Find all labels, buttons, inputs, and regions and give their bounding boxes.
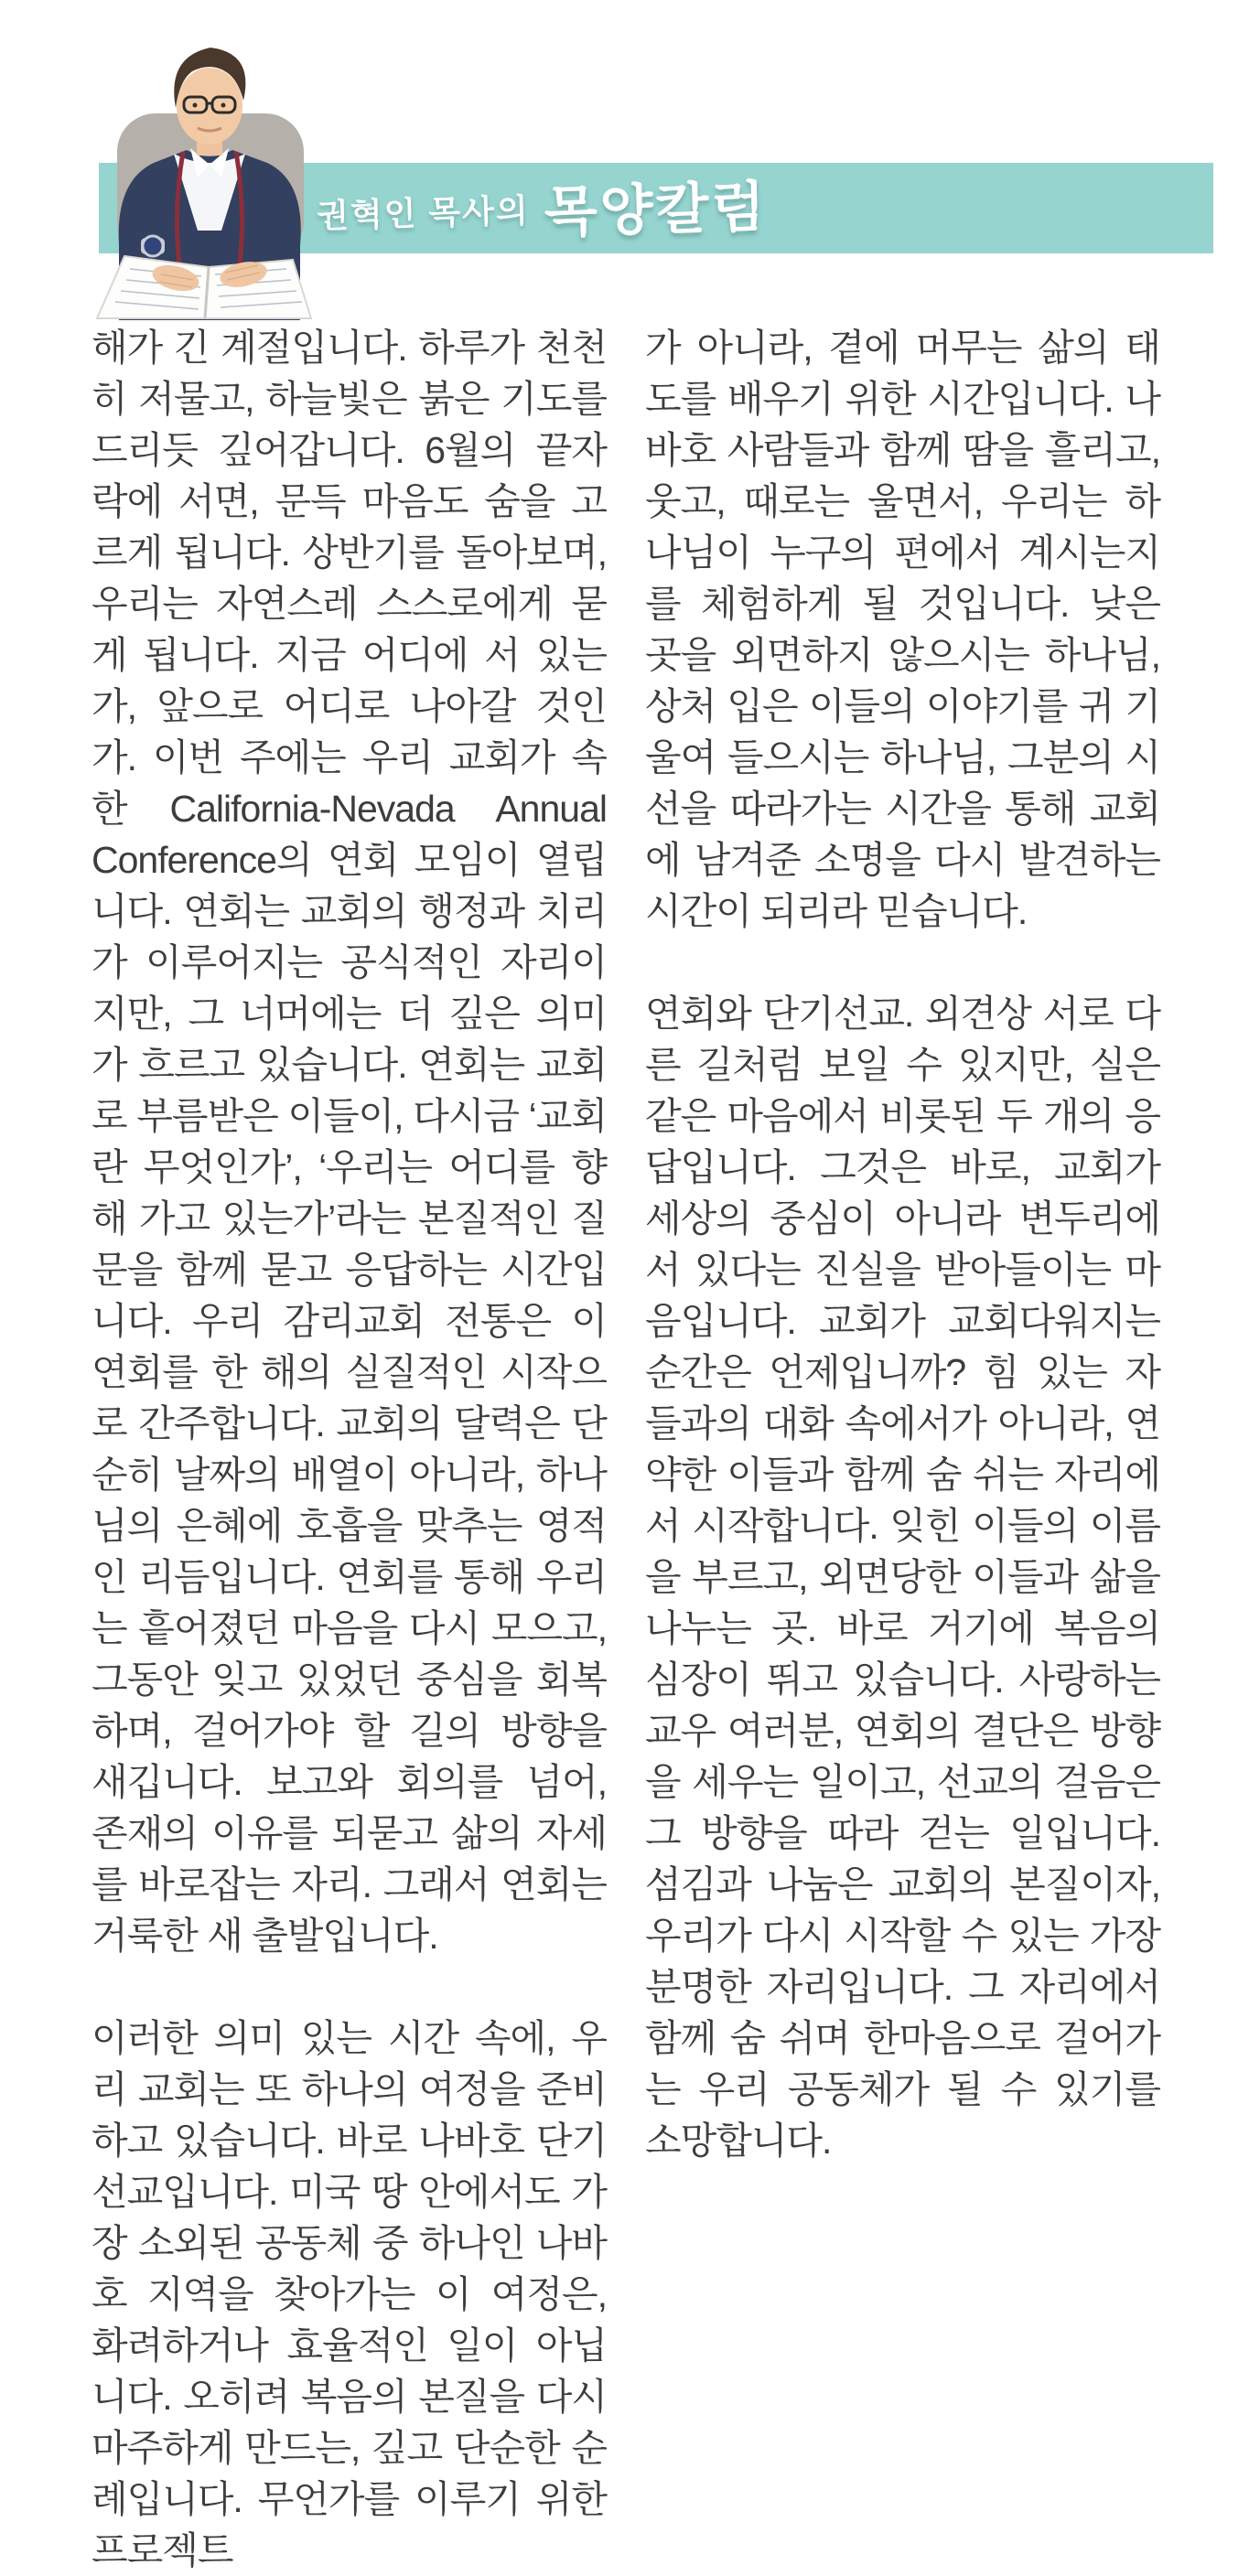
face xyxy=(177,68,242,145)
pastor-photo-illustration xyxy=(64,33,355,320)
paragraph: 이러한 의미 있는 시간 속에, 우리 교회는 또 하나의 여정을 준비하고 있습니다. 바로 나바호 단기선교입니다. 미국 땅 안에서도 가장 소외된 공동체 중 하나인 나바호 지역을 찾아가는 이 여정은, 화려하거나 효율적인 일이 아닙니다. 오히려 복음의 본질을 다시 마주하게 만드는, 깊고 단순한 순례입니다. 무언가를 이루기 위한 프로젝트 xyxy=(92,2017,607,2571)
article-left-column xyxy=(92,322,607,2576)
paragraph: 연회와 단기선교. 외견상 서로 다른 길처럼 보일 수 있지만, 실은 같은 마음에서 비롯된 두 개의 응답입니다. 그것은 바로, 교회가 세상의 중심이 아니라 변두리에 서 있다는 진실을 받아들이는 마음입니다. 교회가 교회다워지는 순간은 언제입니까? 힘 있는 자들과의 대화 속에서가 아니라, 연약한 이들과 함께 숨 쉬는 자리에서 시작합니다. 잊힌 이들의 이름을 부르고, 외면당한 이들과 삶을 나누는 곳. 바로 거기에 복음의 심장이 뛰고 있습니다. 사랑하는 교우 여러분, 연회의 결단은 방향을 세우는 일이고, 선교의 걸음은 그 방향을 따라 걷는 일입니다. 섬김과 나눔은 교회의 본질이자, 우리가 다시 시작할 수 있는 가장 분명한 자리입니다. 그 자리에서 함께 숨 쉬며 한마음으로 걸어가는 우리 공동체가 될 수 있기를 소망합니다. xyxy=(645,993,1160,2162)
paragraph: 가 아니라, 곁에 머무는 삶의 태도를 배우기 위한 시간입니다. 나바호 사람들과 함께 땀을 흘리고, 웃고, 때로는 울면서, 우리는 하나님이 누구의 편에서 계시는지를 체험하게 될 것입니다. 낮은 곳을 외면하지 않으시는 하나님, 상처 입은 이들의 이야기를 귀 기울여 들으시는 하나님, 그분의 시선을 따라가는 시간을 통해 교회에 남겨준 소명을 다시 발견하는 시간이 되리라 믿습니다. xyxy=(645,327,1160,932)
column-title-prefix: 권혁인 목사의 xyxy=(316,191,531,235)
watch xyxy=(143,236,163,256)
left-eye xyxy=(193,103,198,108)
pastor-photo xyxy=(64,33,355,320)
right-eye xyxy=(221,103,226,108)
column-title-main: 목양칼럼 xyxy=(543,176,769,243)
column-title xyxy=(316,157,769,260)
article-right-column xyxy=(645,322,1160,2576)
column-article xyxy=(92,322,1160,2576)
paragraph: 해가 긴 계절입니다. 하루가 천천히 저물고, 하늘빛은 붉은 기도를 드리듯 깊어갑니다. 6월의 끝자락에 서면, 문득 마음도 숨을 고르게 됩니다. 상반기를 돌아보며, 우리는 자연스레 스스로에게 묻게 됩니다. 지금 어디에 서 있는가, 앞으로 어디로 나아갈 것인가. 이번 주에는 우리 교회가 속한 California-Nevada Annual Conference의 연회 모임이 열립니다. 연회는 교회의 행정과 치리가 이루어지는 공식적인 자리이지만, 그 너머에는 더 깊은 의미가 흐르고 있습니다. 연회는 교회로 부름받은 이들이, 다시금 ‘교회란 무엇인가’, ‘우리는 어디를 향해 가고 있는가’라는 본질적인 질문을 함께 묻고 응답하는 시간입니다. 우리 감리교회 전통은 이 연회를 한 해의 실질적인 시작으로 간주합니다. 교회의 달력은 단순히 날짜의 배열이 아니라, 하나님의 은혜에 호흡을 맞추는 영적인 리듬입니다. 연회를 통해 우리는 흩어졌던 마음을 다시 모으고, 그동안 잊고 있었던 중심을 회복하며, 걸어가야 할 길의 방향을 새깁니다. 보고와 회의를 넘어, 존재의 이유를 되묻고 삶의 자세를 바로잡는 자리. 그래서 연회는 거룩한 새 출발입니다. xyxy=(92,327,607,1957)
